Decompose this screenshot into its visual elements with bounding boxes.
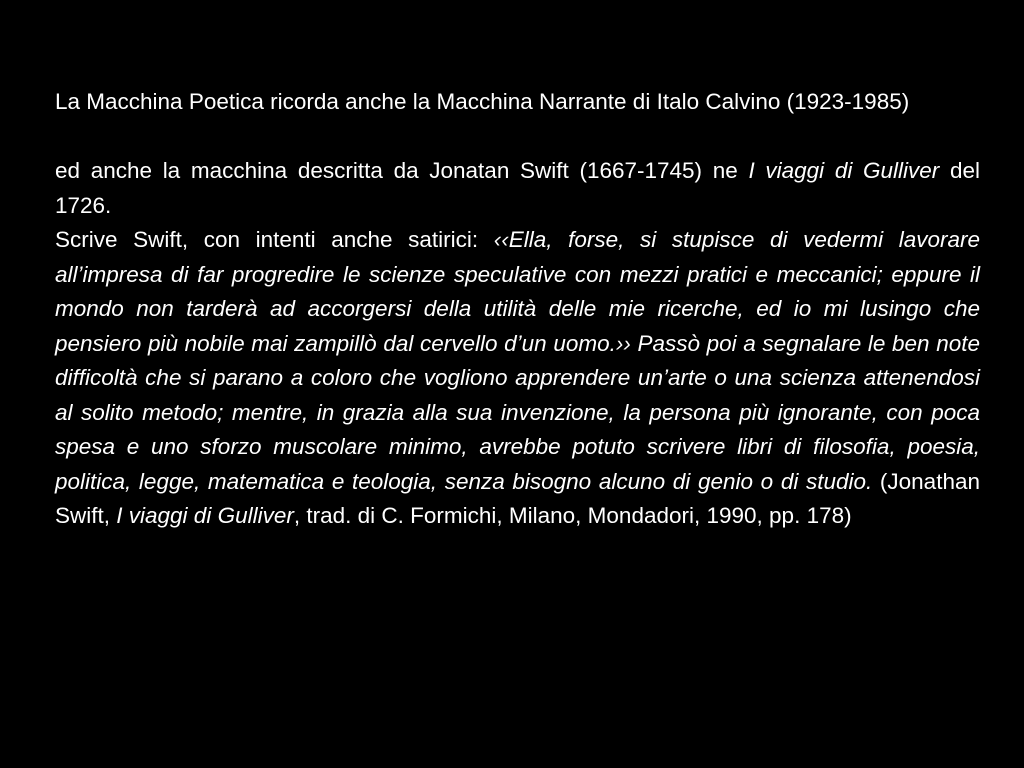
swift-quote-paragraph xyxy=(55,223,980,534)
swift-quote-intro: Scrive Swift, con intenti anche satirici: xyxy=(55,227,494,252)
calvino-paragraph: La Macchina Poetica ricorda anche la Macchina Narrante di Italo Calvino (1923-1985) xyxy=(55,89,910,114)
gulliver-book-title: I viaggi di Gulliver xyxy=(748,158,940,183)
citation-title: I viaggi di Gulliver xyxy=(116,503,294,528)
citation-close: , trad. di C. Formichi, Milano, Mondadori, 1990, pp. 178) xyxy=(293,503,852,528)
slide-content xyxy=(55,85,980,534)
citation-open: (Jonathan Swift, xyxy=(55,468,980,528)
swift-quote-text: ‹‹Ella, forse, si stupisce di vedermi lavorare all’impresa di far progredire le scienze speculative con mezzi pratici e meccanici; eppure il mondo non tarderà ad accorgersi della utilità delle mie ricerche, ed io mi lusingo che pensiero più nobile mai zampillò dal cervello d’un uomo.›› Passò poi a segnalare le ben note difficoltà che si parano a coloro che vogliono apprendere un’arte o una scienza attenendosi al solito metodo; mentre, in grazia alla sua invenzione, la persona più ignorante, con poca spesa e uno sforzo muscolare minimo, avrebbe potuto scrivere libri di filosofia, poesia, politica, legge, matematica e teologia, senza bisogno alcuno di genio o di studio. xyxy=(55,227,980,494)
swift-machine-year: del 1726. xyxy=(55,158,981,218)
swift-machine-text: ed anche la macchina descritta da Jonatan Swift (1667-1745) ne xyxy=(55,158,749,183)
paragraph-spacer xyxy=(55,120,980,155)
swift-machine-paragraph xyxy=(55,154,980,223)
